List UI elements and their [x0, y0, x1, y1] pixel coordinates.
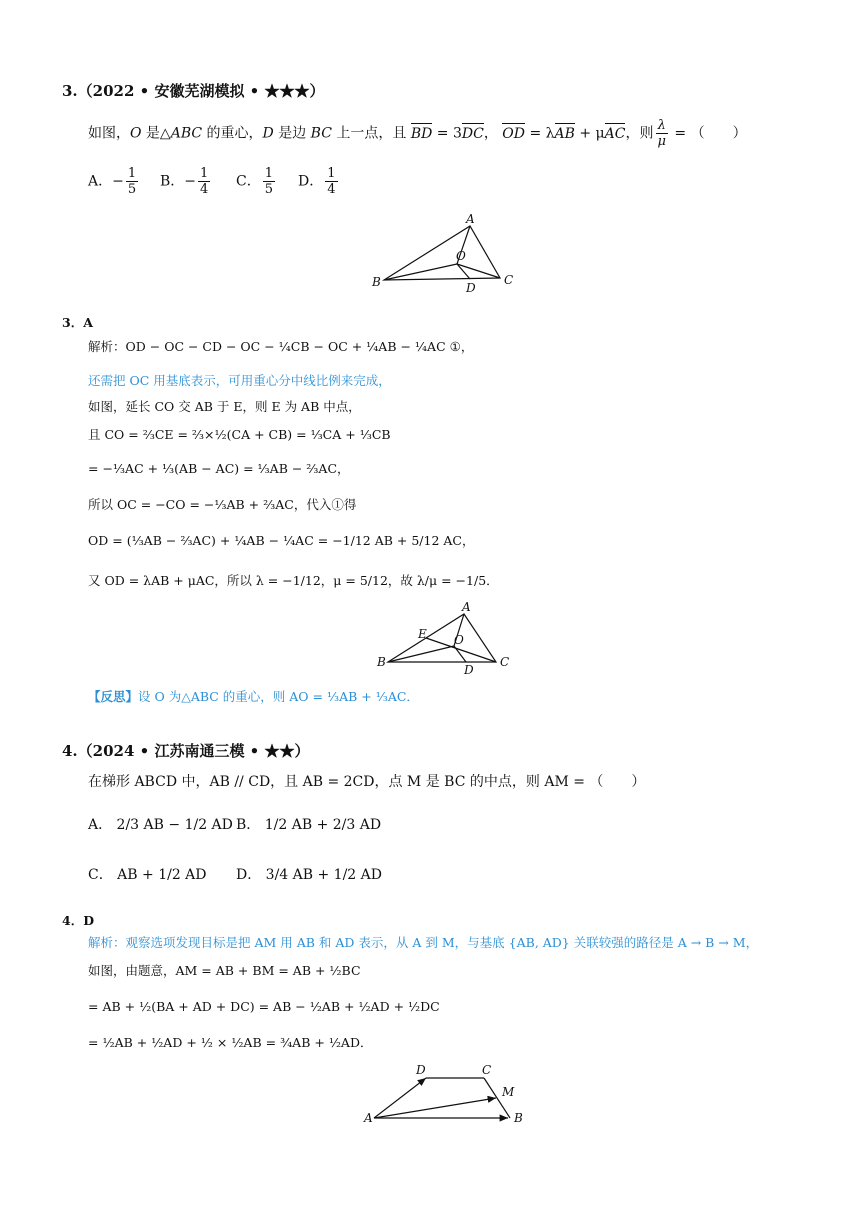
q3-fig-label-o: O — [456, 249, 466, 263]
q4-option-b[interactable]: B． 1/2 AB + 2/3 AD — [236, 817, 382, 833]
a3-fig-label-b: B — [377, 655, 386, 669]
q3-fig-label-d: D — [466, 281, 476, 294]
q3-triangle-figure — [360, 212, 530, 294]
q3-fig-label-b: B — [372, 275, 381, 289]
q3-option-c[interactable]: C． $\frac{1}{5}$ — [236, 166, 273, 197]
q4-fig-label-d: D — [416, 1063, 426, 1077]
a4-line2: 如图，由题意，AM = AB + BM = AB + ½BC — [88, 963, 361, 978]
q4-header: 4.（2024 • 江苏南通三模 • ★★） — [62, 742, 310, 760]
q3-fig-label-c: C — [504, 273, 514, 287]
a3-line8: 又 OD = λAB + μAC，所以 λ = −1/12，μ = 5/12，故 λ/μ = −1/5． — [88, 573, 499, 588]
a4-line4: = ½AB + ½AD + ½ × ½AB = ¾AB + ½AD． — [88, 1035, 373, 1050]
q4-fig-label-a: A — [364, 1111, 373, 1125]
a4-answer: 4．D — [62, 913, 95, 928]
q4-fig-label-b: B — [514, 1111, 523, 1125]
a3-answer: 3．A — [62, 315, 93, 330]
a3-hint: 还需把 OC 用基底表示，可用重心分中线比例来完成， — [88, 373, 391, 388]
q4-option-c[interactable]: C． AB + 1/2 AD — [88, 867, 207, 883]
a3-fig-label-e: E — [418, 627, 427, 641]
q4-trapezoid-figure — [356, 1062, 536, 1132]
q3-option-a[interactable]: A．− $\frac{1}{5}$ — [88, 166, 137, 197]
a3-line3: 如图，延长 CO 交 AB 于 E，则 E 为 AB 中点， — [88, 399, 361, 414]
a4-line1: 解析：观察选项发现目标是把 AM 用 AB 和 AD 表示，从 A 到 M，与基底 {AB, AD} 关联较强的路径是 A → B → M， — [88, 935, 759, 950]
q3-option-d[interactable]: D． $\frac{1}{4}$ — [298, 166, 336, 197]
a3-triangle-figure — [372, 600, 532, 680]
a3-line5: = −⅓AC + ⅓(AB − AC) = ⅓AB − ⅔AC， — [88, 461, 350, 476]
a3-fig-label-o: O — [454, 633, 464, 647]
a4-line3: = AB + ½(BA + AD + DC) = AB − ½AB + ½AD + ½DC — [88, 999, 440, 1014]
q4-fig-label-c: C — [482, 1063, 492, 1077]
a3-line6: 所以 OC = −CO = −⅓AB + ⅔AC，代入①得 — [88, 497, 357, 512]
a3-line7: OD = (⅓AB − ⅔AC) + ¼AB − ¼AC = −1/12 AB + 5/12 AC， — [88, 533, 475, 548]
q4-option-a[interactable]: A． 2/3 AB − 1/2 AD — [88, 817, 233, 833]
q3-header: 3.（2022 • 安徽芜湖模拟 • ★★★） — [62, 82, 325, 100]
q4-fig-label-m: M — [502, 1085, 515, 1099]
q3-option-b[interactable]: B．− $\frac{1}{4}$ — [160, 166, 209, 197]
a3-fig-label-d: D — [464, 663, 474, 677]
a3-line4: 且 CO = ⅔CE = ⅔×½(CA + CB) = ⅓CA + ⅓CB — [88, 427, 391, 442]
q3-stem: 如图，O 是△ABC 的重心，D 是边 BC 上一点，且 BD = 3DC， OD = λAB + μAC，则 $\frac{\lambda}{\mu}$ = （ ） — [88, 118, 747, 149]
q3-fig-label-a: A — [466, 212, 475, 226]
q4-option-d[interactable]: D． 3/4 AB + 1/2 AD — [236, 867, 383, 883]
a3-line1: 解析：OD − OC − CD − OC − ¼CB − OC + ¼AB − ¼AC ①， — [88, 339, 474, 354]
a3-fig-label-c: C — [500, 655, 510, 669]
q4-stem: 在梯形 ABCD 中，AB // CD，且 AB = 2CD，点 M 是 BC 的中点，则 AM = （ ） — [88, 774, 646, 790]
a3-fig-label-a: A — [462, 600, 471, 614]
a3-reflection: 【反思】设 O 为△ABC 的重心，则 AO = ⅓AB + ⅓AC． — [88, 689, 419, 704]
